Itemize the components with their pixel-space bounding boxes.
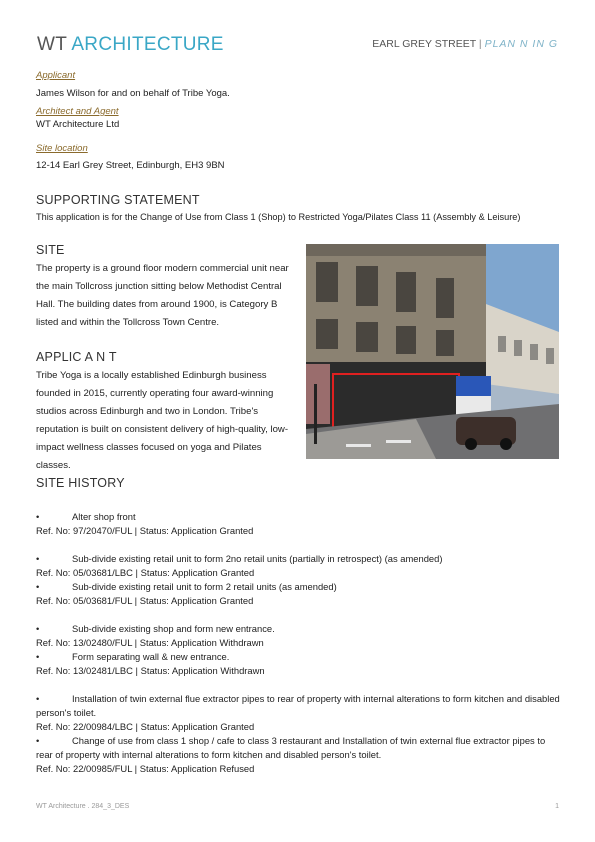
bullet-glyph: • xyxy=(36,581,40,592)
agent-value: WT Architecture Ltd xyxy=(36,119,120,130)
bullet-glyph: • xyxy=(36,623,40,634)
history-ref: Ref. No: 05/03681/LBC | Status: Application Granted xyxy=(36,567,255,578)
list-item xyxy=(36,692,561,720)
applicant-value: James Wilson for and on behalf of Tribe Yoga. xyxy=(36,88,230,99)
history-desc: Alter shop front xyxy=(72,511,136,522)
header-right xyxy=(372,38,558,50)
site-section xyxy=(36,243,298,332)
bullet-glyph: • xyxy=(36,735,40,746)
history-ref: Ref. No: 22/00985/FUL | Status: Application Refused xyxy=(36,763,255,774)
logo-architecture: ARCHITECTURE xyxy=(66,34,224,55)
history-desc: Change of use from class 1 shop / cafe to class 3 restaurant and Installation of twin external flue extractor pipes to rear of property with internal alterations to form kitchen and disabled person's toilet. xyxy=(36,735,546,760)
header-divider: | xyxy=(478,38,482,50)
header-planning: PLAN N IN G xyxy=(484,38,558,50)
bullet-glyph: • xyxy=(36,693,40,704)
applicant-label: Applicant xyxy=(36,70,76,81)
history-desc: Installation of twin external flue extractor pipes to rear of property with internal alterations to form kitchen and disabled person's toilet. xyxy=(36,693,560,718)
list-item xyxy=(36,622,561,636)
site-location-value: 12-14 Earl Grey Street, Edinburgh, EH3 9BN xyxy=(36,160,225,171)
list-item xyxy=(36,734,561,762)
site-history-list xyxy=(36,510,561,776)
street-photo-image xyxy=(306,244,559,459)
logo xyxy=(37,34,224,56)
supporting-text: This application is for the Change of Use from Class 1 (Shop) to Restricted Yoga/Pilates Class 11 (Assembly & Leisure) xyxy=(36,212,521,222)
site-location-block xyxy=(36,143,225,171)
site-history-section xyxy=(36,476,125,490)
header-street: EARL GREY STREET xyxy=(372,38,476,50)
list-item xyxy=(36,580,561,594)
list-item xyxy=(36,510,561,524)
site-photo xyxy=(306,244,559,459)
supporting-section xyxy=(36,193,520,222)
history-ref: Ref. No: 05/03681/FUL | Status: Application Granted xyxy=(36,595,254,606)
applicant-section xyxy=(36,350,298,475)
agent-label: Architect and Agent xyxy=(36,106,119,117)
applicant-text: Tribe Yoga is a locally established Edinburgh business founded in 2015, currently operating four award-winning studios across Edinburgh and two in London. Tribe's reputation is built on consistent delivery of high-quality, low-impact wellness classes focused on yoga and Pilates classes. xyxy=(36,370,289,471)
history-ref: Ref. No: 22/00984/LBC | Status: Application Granted xyxy=(36,721,255,732)
applicant-block xyxy=(36,70,230,99)
history-ref: Ref. No: 13/02481/LBC | Status: Application Withdrawn xyxy=(36,665,265,676)
history-desc: Sub-divide existing retail unit to form 2no retail units (partially in retrospect) (as amended) xyxy=(72,553,443,564)
list-item xyxy=(36,650,561,664)
history-desc: Form separating wall & new entrance. xyxy=(72,651,230,662)
bullet-glyph: • xyxy=(36,651,40,662)
site-location-label: Site location xyxy=(36,143,88,154)
history-ref: Ref. No: 97/20470/FUL | Status: Application Granted xyxy=(36,525,254,536)
history-desc: Sub-divide existing retail unit to form 2 retail units (as amended) xyxy=(72,581,337,592)
bullet-glyph: • xyxy=(36,553,40,564)
site-history-heading: SITE HISTORY xyxy=(36,476,125,490)
applicant-heading: APPLIC A N T xyxy=(36,350,117,364)
list-item xyxy=(36,552,561,566)
history-ref: Ref. No: 13/02480/FUL | Status: Application Withdrawn xyxy=(36,637,264,648)
agent-block xyxy=(36,106,119,130)
logo-wt: WT xyxy=(37,34,67,55)
supporting-heading: SUPPORTING STATEMENT xyxy=(36,193,200,207)
site-heading: SITE xyxy=(36,243,65,257)
bullet-glyph: • xyxy=(36,511,40,522)
history-desc: Sub-divide existing shop and form new entrance. xyxy=(72,623,275,634)
footer-doc-ref: WT Architecture . 284_3_DES xyxy=(36,803,130,810)
footer-page-number: 1 xyxy=(555,803,559,810)
site-text: The property is a ground floor modern commercial unit near the main Tollcross junction sitting below Methodist Central Hall. The building dates from around 1900, is Category B listed and within the Tollcross Town Centre. xyxy=(36,263,289,328)
